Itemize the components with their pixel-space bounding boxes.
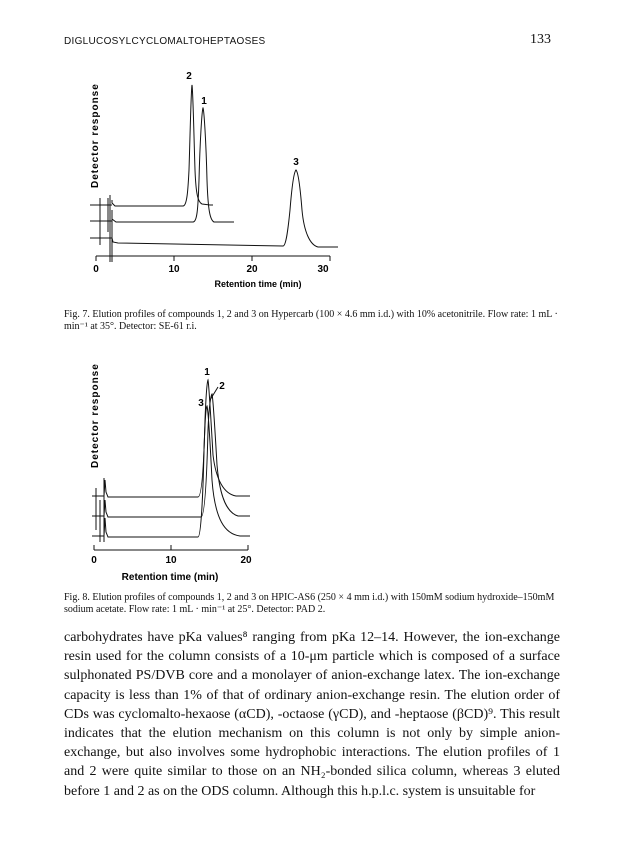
fig7-xtick-label-20: 20: [246, 264, 258, 275]
fig8-peak-label-1: 1: [204, 367, 210, 378]
fig7-peak-label-2: 2: [186, 71, 192, 82]
fig7-xtick-label-10: 10: [168, 264, 180, 275]
fig8-xlabel: Retention time (min): [121, 572, 219, 583]
figure-8-caption: Fig. 8. Elution profiles of compounds 1, 2 and 3 on HPIC-AS6 (250 × 4 mm i.d.) with 150mM sodium hydroxide–150mM sodium acetate. Flow rate: 1 mL · min⁻¹ at 25°. Detector: PAD 2.: [64, 592, 555, 615]
fig7-peak-label-1: 1: [201, 96, 207, 107]
fig7-xlabel: Retention time (min): [214, 279, 302, 289]
page-number: 133: [530, 32, 551, 47]
fig8-xtick-label-10: 10: [165, 555, 177, 566]
fig8-trace-compound-2: [92, 394, 250, 517]
fig8-peak-label-2: 2: [219, 381, 225, 392]
fig8-peak-label-3: 3: [198, 398, 204, 409]
fig8-peak-2-arrow: [210, 387, 218, 400]
body-text: [64, 628, 560, 801]
fig7-xtick-label-0: 0: [93, 264, 99, 275]
fig8-xtick-label-20: 20: [240, 555, 252, 566]
fig7-xtick-label-30: 30: [317, 264, 329, 275]
fig8-trace-compound-1: [92, 380, 250, 497]
fig8-xtick-label-0: 0: [91, 555, 97, 566]
figure-7-caption: Fig. 7. Elution profiles of compounds 1, 2 and 3 on Hypercarb (100 × 4.6 mm i.d.) with 10% acetonitrile. Flow rate: 1 mL · min⁻¹ at 35°. Detector: SE-61 r.i.: [64, 309, 558, 332]
body-paragraph: carbohydrates have pKa values⁸ ranging from pKa 12–14. However, the ion-exchange resin used for the column consists of a 10-μm particle which is composed of a surface sulphonated PS/DVB core and a monolayer of anion-exchange latex. The ion-exchange capacity is less than 1% of that of ordinary anion-exchange resin. The elution order of CDs was cyclomalto-hexaose (αCD), -octaose (γCD), and -heptaose (βCD)⁹. This result indicates that the elution mechanism on this column is not only by simple anion-exchange, but also involves some hydrophobic interactions. The elution profiles of 1 and 2 were quite similar to those on an NH₂-bonded silica column, whereas 3 eluted before 1 and 2 as on the ODS column. Although this h.p.l.c. system is unsuitable for: [64, 630, 560, 799]
fig7-peak-label-3: 3: [293, 157, 299, 168]
fig7-ylabel: Detector response: [90, 83, 101, 188]
running-title: DIGLUCOSYLCYCLOMALTOHEPTAOSES: [64, 36, 266, 47]
fig8-ylabel: Detector response: [90, 363, 101, 468]
